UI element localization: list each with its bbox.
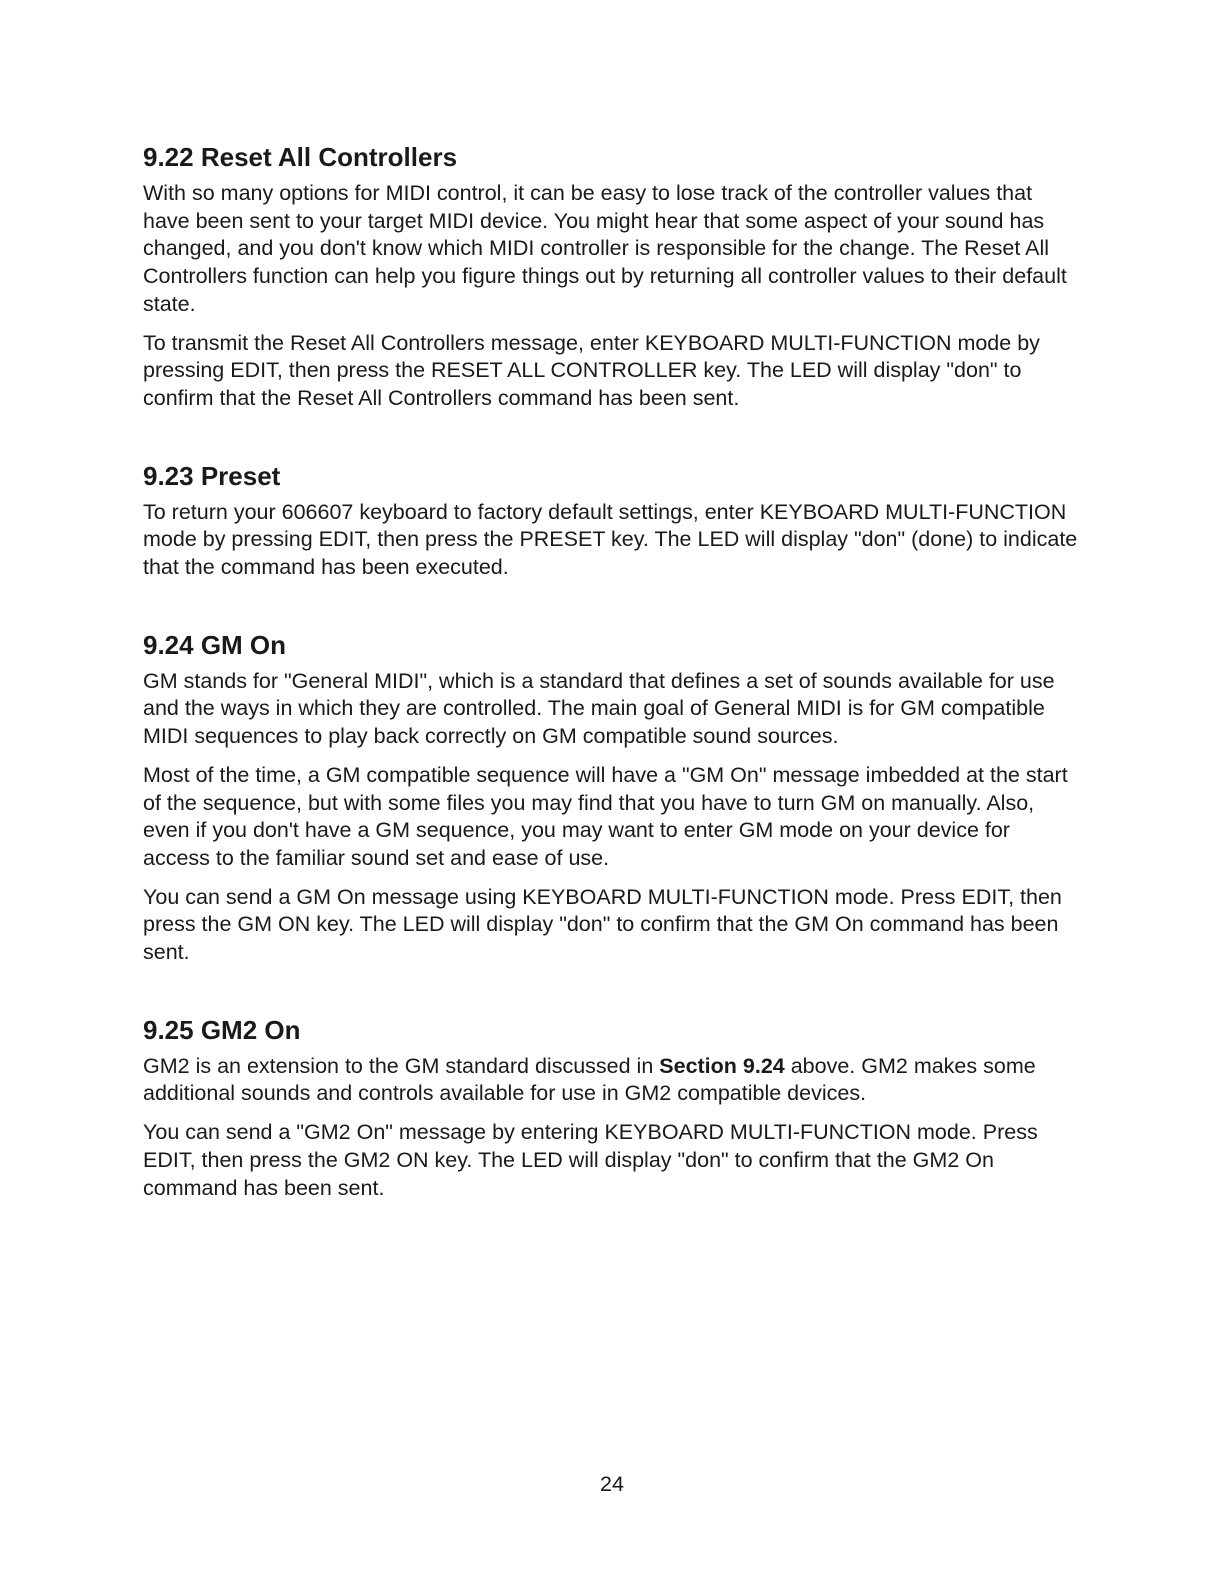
paragraph <box>143 1053 1078 1108</box>
paragraph-text: GM2 is an extension to the GM standard discussed in <box>143 1053 660 1078</box>
section-reset-all-controllers <box>143 140 1078 413</box>
paragraph: With so many options for MIDI control, it can be easy to lose track of the controller values that have been sent to your target MIDI device. You might hear that some aspect of your sound has changed, and you don't know which MIDI controller is responsible for the change. The Reset All Controllers function can help you figure things out by returning all controller values to their default state. <box>143 181 1067 316</box>
section-heading: 9.24 GM On <box>143 629 287 660</box>
paragraph: GM stands for "General MIDI", which is a standard that defines a set of sounds available for use and the ways in which they are controlled. The main goal of General MIDI is for GM compatible MIDI sequences to play back correctly on GM compatible sound sources. <box>143 668 1055 749</box>
section-heading: 9.22 Reset All Controllers <box>143 142 458 172</box>
page-number: 24 <box>600 1472 624 1496</box>
section-gm-on <box>143 628 1078 967</box>
section-preset <box>143 459 1078 582</box>
paragraph: Most of the time, a GM compatible sequence will have a "GM On" message imbedded at the start of the sequence, but with some files you may find that you have to turn GM on manually. Also, even if you don't have a GM sequence, you may want to enter GM mode on your device for access to the familiar sound set and ease of use. <box>143 762 1068 870</box>
paragraph: To transmit the Reset All Controllers message, enter KEYBOARD MULTI-FUNCTION mode by pressing EDIT, then press the RESET ALL CONTROLLER key. The LED will display "don" to confirm that the Reset All Controllers command has been sent. <box>143 330 1040 410</box>
section-heading: 9.25 GM2 On <box>143 1014 301 1045</box>
paragraph: To return your 606607 keyboard to factory default settings, enter KEYBOARD MULTI-FUNCTION mode by pressing EDIT, then press the PRESET key. The LED will display "don" (done) to indicate that the command has been executed. <box>143 499 1078 580</box>
paragraph: You can send a "GM2 On" message by entering KEYBOARD MULTI-FUNCTION mode. Press EDIT, then press the GM2 ON key. The LED will display "don" to confirm that the GM2 On command has been sent. <box>143 1120 1038 1200</box>
paragraph: You can send a GM On message using KEYBOARD MULTI-FUNCTION mode. Press EDIT, then press the GM ON key. The LED will display "don" to confirm that the GM On command has been sent. <box>143 884 1062 965</box>
page-content <box>143 140 1078 1202</box>
paragraph-text: above. GM2 makes some additional sounds and controls available for use in GM2 compatible devices. <box>143 1053 1036 1106</box>
section-heading: 9.23 Preset <box>143 460 281 491</box>
section-gm2-on <box>143 1013 1078 1203</box>
section-reference: Section 9.24 <box>659 1053 785 1078</box>
